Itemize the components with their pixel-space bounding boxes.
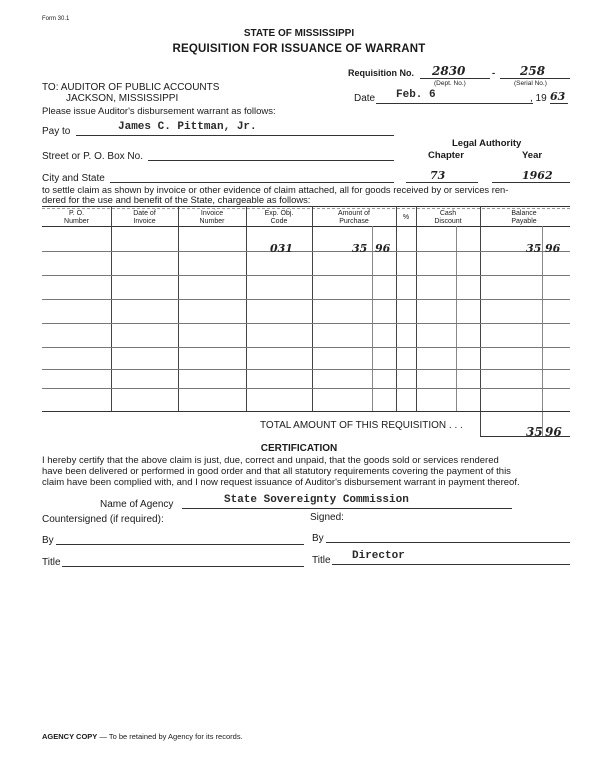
countersigned-label: Countersigned (if required): [42,514,164,525]
date-year-prefix: , 19 [530,93,547,104]
certification-line2: have been delivered or performed in good order and that all statutory requirements covering the payment of this [42,466,511,477]
form-number: Form 30.1 [42,16,70,22]
total-cents[interactable]: 96 [545,425,562,439]
city-line[interactable] [110,182,394,183]
date-value[interactable]: Feb. 6 [396,89,436,101]
row-1-balance-dollars[interactable]: 35 [526,242,542,255]
col-divider [312,206,313,411]
col-date-of-invoice: Date of Invoice [133,210,156,225]
settle-text-line1: to settle claim as shown by invoice or other evidence of claim attached, all for goods received by or services ren- [42,184,509,195]
cents-divider [372,226,373,411]
row-line [42,347,570,348]
pay-to-line [76,135,394,136]
footer-agency-copy: AGENCY COPY [42,732,98,741]
row-line [42,299,570,300]
row-1-amount-cents[interactable]: 96 [375,242,391,255]
by-left-label: By [42,535,54,546]
col-invoice-number: Invoice Number [199,210,225,225]
col-divider [178,206,179,411]
table-bottom-border [42,411,570,412]
by-right-line[interactable] [326,542,570,543]
col-po-number: P. O. Number [64,210,89,225]
row-line [42,388,570,389]
year-value[interactable]: 1962 [522,169,553,182]
chapter-value[interactable]: 73 [430,169,446,182]
legal-authority-label: Legal Authority [452,138,522,149]
pay-to-value[interactable]: James C. Pittman, Jr. [118,121,257,133]
table-top-border [42,206,570,207]
please-issue: Please issue Auditor's disbursement warrant as follows: [42,106,276,117]
footer-note [42,732,243,741]
row-line [42,251,570,252]
by-right-label: By [312,533,324,544]
settle-text-line2: dered for the use and benefit of the State, chargeable as follows: [42,194,311,205]
street-label: Street or P. O. Box No. [42,151,143,162]
agency-line [182,508,512,509]
serial-no-caption: (Serial No.) [514,80,547,87]
date-label: Date [354,93,376,104]
requisition-dash: - [492,68,496,79]
signed-label: Signed: [310,512,344,523]
col-divider [396,206,397,411]
col-balance-payable: Balance Payable [511,210,537,225]
col-divider [246,206,247,411]
to-auditor: TO: AUDITOR OF PUBLIC ACCOUNTS [42,82,220,93]
col-divider [416,206,417,411]
row-1-balance-cents[interactable]: 96 [545,242,561,255]
city-label: City and State [42,173,105,184]
certification-line3: claim have been complied with, and I now request issuance of Auditor's disbursement warrant in payment thereof. [42,477,520,488]
total-dollars[interactable]: 35 [526,425,543,439]
date-line [376,103,533,104]
certification-title: CERTIFICATION [260,443,338,454]
agency-label: Name of Agency [100,499,174,510]
col-divider [480,206,481,436]
title-right-line [332,564,570,565]
date-year-line [550,103,568,104]
col-divider [111,206,112,411]
certification-line1: I hereby certify that the above claim is just, due, correct and unpaid, that the goods sold or services rendered [42,455,499,466]
serial-no-line [500,78,570,79]
street-line[interactable] [148,160,394,161]
col-amount-of-purchase: Amount of Purchase [338,210,370,225]
col-percent: % [402,214,410,221]
row-1-amount-dollars[interactable]: 35 [352,242,368,255]
title-left-line[interactable] [62,566,304,567]
title-right-label: Title [312,555,331,566]
serial-no-value[interactable]: 258 [520,64,546,78]
row-line [42,369,570,370]
table-top-border-inner [42,208,570,209]
chapter-label: Chapter [428,150,464,161]
cents-divider [456,226,457,411]
to-city: JACKSON, MISSISSIPPI [66,93,179,104]
col-cash-discount: Cash Discount [434,210,462,225]
charge-table [42,206,570,439]
footer-retained: — To be retained by Agency for its records. [97,732,243,741]
pay-to-label: Pay to [42,126,71,137]
col-exp-obj-code: Exp. Obj. Code [264,210,294,225]
by-left-line[interactable] [56,544,304,545]
year-line [492,182,570,183]
row-line [42,275,570,276]
form-title: REQUISITION FOR ISSUANCE OF WARRANT [172,43,426,55]
title-right-value[interactable]: Director [352,550,405,562]
date-year-value[interactable]: 63 [550,90,566,103]
requisition-label: Requisition No. [348,68,414,78]
dept-no-line [420,78,490,79]
dept-no-caption: (Dept. No.) [434,80,466,87]
row-line [42,323,570,324]
title-left-label: Title [42,557,61,568]
row-1-code[interactable]: 031 [270,242,293,255]
agency-value[interactable]: State Sovereignty Commission [224,494,409,506]
year-label: Year [522,150,543,161]
state-heading: STATE OF MISSISSIPPI [243,28,355,39]
total-label: TOTAL AMOUNT OF THIS REQUISITION . . . [260,420,463,431]
dept-no-value[interactable]: 2830 [432,64,466,78]
table-header-border [42,226,570,227]
cents-divider [542,226,543,436]
chapter-line [406,182,478,183]
